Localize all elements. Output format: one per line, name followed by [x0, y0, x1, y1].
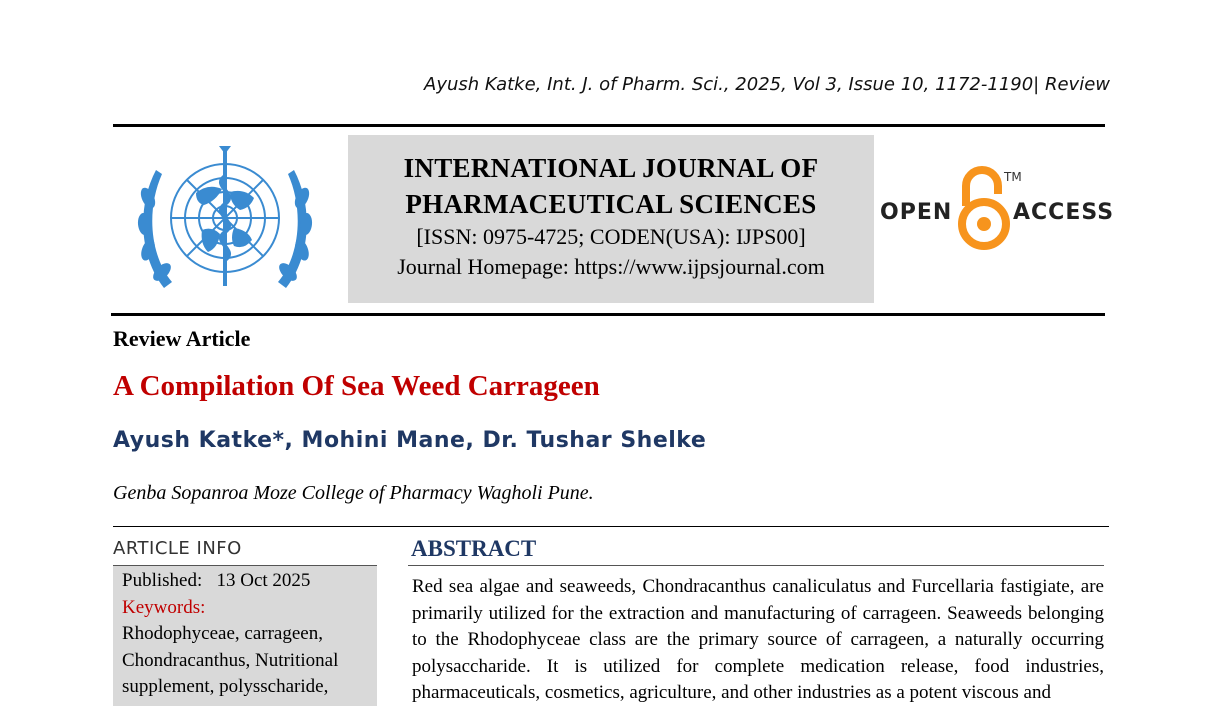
article-authors: Ayush Katke*, Mohini Mane, Dr. Tushar Shelke: [113, 428, 707, 453]
open-access-word-access: ACCESS: [1013, 200, 1115, 225]
open-access-trademark: TM: [1004, 170, 1022, 184]
running-header-citation: Ayush Katke, Int. J. of Pharm. Sci., 2025, Vol 3, Issue 10, 1172-1190| Review: [424, 74, 1110, 95]
article-affiliation: Genba Sopanroa Moze College of Pharmacy Wagholi Pune.: [113, 482, 594, 504]
journal-emblem-icon: [126, 138, 324, 306]
article-info-heading: ARTICLE INFO: [113, 538, 242, 559]
open-access-word-open: OPEN: [880, 200, 953, 225]
published-row: [122, 568, 368, 595]
abstract-heading: ABSTRACT: [411, 536, 537, 561]
keywords-label: Keywords:: [122, 596, 206, 618]
abstract-text: Red sea algae and seaweeds, Chondracanthus canaliculatus and Furcellaria fastigiate, are primarily utilized for the extraction and manufacturing of carrageen. Seaweeds belonging to the Rhodophyceae class are the primary source of carrageen, a naturally occurring polysaccharide. It is utilized for complete medication release, food industries, pharmaceuticals, cosmetics, agriculture, and other industries as a potent viscous and: [412, 576, 1104, 703]
open-access-logo: [880, 164, 1115, 254]
journal-issn: [ISSN: 0975-4725; CODEN(USA): IJPS00]: [416, 224, 806, 249]
journal-homepage: Journal Homepage: https://www.ijpsjournal.com: [397, 254, 825, 279]
journal-title-line-2: PHARMACEUTICAL SCIENCES: [405, 189, 817, 219]
abstract-rule: [408, 565, 1104, 566]
journal-masthead: [348, 135, 874, 303]
keywords-list: Rhodophyceae, carrageen, Chondracanthus, Nutritional supplement, polysscharide,: [122, 623, 339, 697]
article-title: A Compilation Of Sea Weed Carrageen: [113, 370, 600, 402]
article-info-box: [113, 566, 377, 706]
header-bottom-rule: [111, 313, 1105, 316]
journal-title-line-1: INTERNATIONAL JOURNAL OF: [403, 153, 819, 183]
article-type: Review Article: [113, 326, 251, 351]
published-date: 13 Oct 2025: [216, 570, 311, 591]
section-divider: [113, 526, 1109, 527]
header-top-rule: [113, 124, 1105, 127]
journal-title: [348, 150, 874, 222]
published-label: Published:: [122, 570, 203, 591]
